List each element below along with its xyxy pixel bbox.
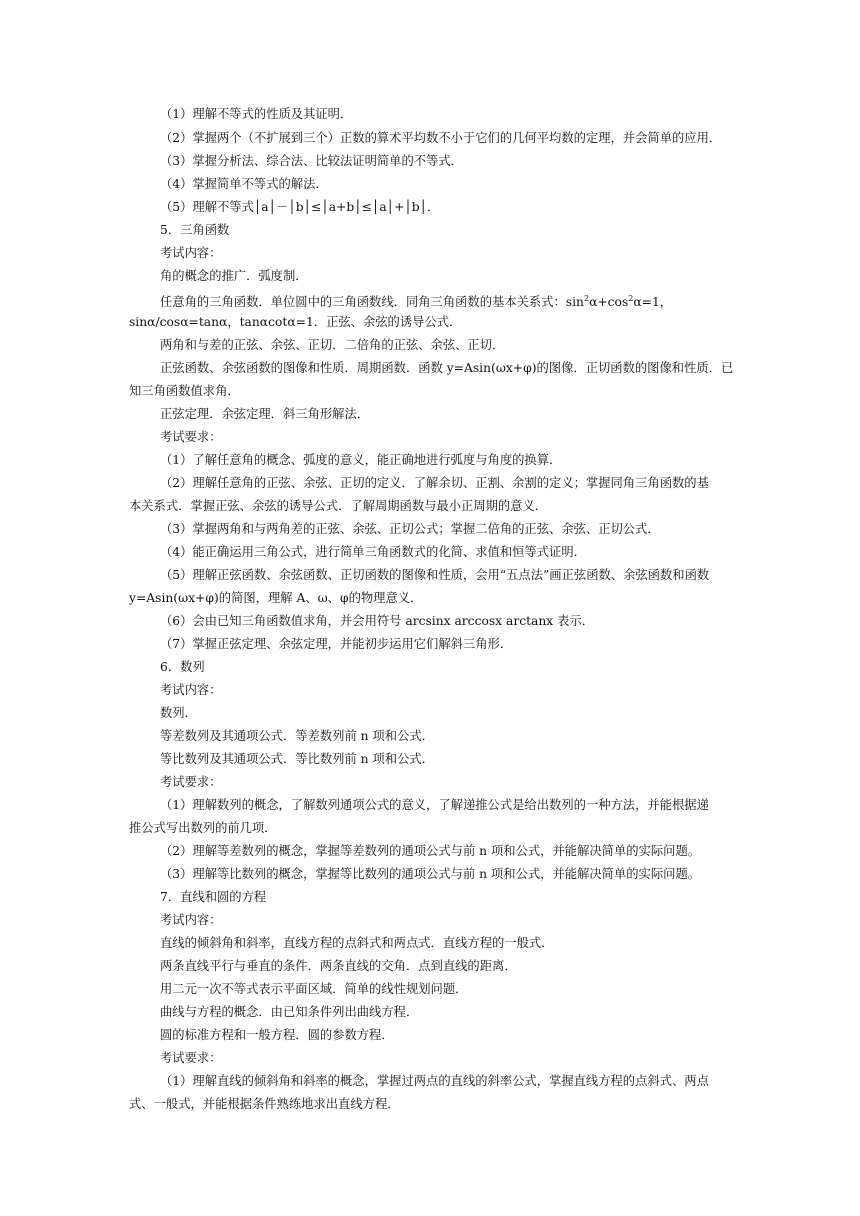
text-line: （2）理解任意角的正弦、余弦、正切的定义．了解余切、正割、余割的定义；掌握同角三角函数的基 [160, 476, 709, 490]
text-line: （5）理解不等式│a│－│b│≤│a+b│≤│a│+│b│． [160, 200, 440, 214]
text-line: 考试内容： [160, 913, 222, 927]
text-line: 等差数列及其通项公式．等差数列前 n 项和公式． [160, 729, 434, 743]
text-line: 考试要求： [160, 1051, 222, 1065]
text-line: 数列． [160, 706, 197, 720]
text-line: 知三角函数值求角． [129, 384, 240, 398]
text-line: 两角和与差的正弦、余弦、正切．二倍角的正弦、余弦、正切． [160, 338, 505, 352]
section-heading: 5．三角函数 [160, 223, 230, 237]
text-line: （4）能正确运用三角公式，进行简单三角函数式的化简、求值和恒等式证明． [160, 545, 586, 559]
text-line: 本关系式．掌握正弦、余弦的诱导公式．了解周期函数与最小正周期的意义． [129, 499, 548, 513]
text-line: 等比数列及其通项公式．等比数列前 n 项和公式． [160, 752, 434, 766]
text-line: sinα/cosα=tanα，tanαcotα=1．正弦、余弦的诱导公式． [129, 315, 462, 329]
text-line: （1）了解任意角的概念、弧度的意义，能正确地进行弧度与角度的换算． [160, 453, 562, 467]
text-line: y=Asin(ωx+φ)的简图，理解 A、ω、φ的物理意义． [129, 591, 423, 605]
text-line: 正弦函数、余弦函数的图像和性质．周期函数．函数 y=Asin(ωx+φ)的图像．正切函数的图像和性质．已 [160, 361, 734, 375]
section-heading: 7．直线和圆的方程 [160, 890, 267, 904]
text-line: （2）掌握两个（不扩展到三个）正数的算术平均数不小于它们的几何平均数的定理，并会简单的应用． [160, 131, 722, 145]
text-line: （3）掌握两角和与两角差的正弦、余弦、正切公式；掌握二倍角的正弦、余弦、正切公式． [160, 522, 660, 536]
text-line: 考试要求： [160, 430, 222, 444]
text-line: 式、一般式，并能根据条件熟练地求出直线方程． [129, 1097, 400, 1111]
text-line: （3）掌握分析法、综合法、比较法证明简单的不等式． [160, 154, 463, 168]
text-line: 正弦定理．余弦定理．斜三角形解法． [160, 407, 370, 421]
text-line: （4）掌握简单不等式的解法． [160, 177, 328, 191]
text-line: 角的概念的推广．弧度制． [160, 269, 308, 283]
text-line: （2）理解等差数列的概念，掌握等差数列的通项公式与前 n 项和公式，并能解决简单的实际问题。 [160, 844, 701, 858]
text-line: （3）理解等比数列的概念，掌握等比数列的通项公式与前 n 项和公式，并能解决简单的实际问题。 [160, 867, 701, 881]
text-line: 曲线与方程的概念．由已知条件列出曲线方程． [160, 1005, 419, 1019]
section-heading: 6．数列 [160, 660, 205, 674]
text-line: 两条直线平行与垂直的条件．两条直线的交角．点到直线的距离． [160, 959, 517, 973]
text-line: 推公式写出数列的前几项． [129, 821, 277, 835]
text-line: （1）理解不等式的性质及其证明． [160, 107, 353, 121]
text-line: （6）会由已知三角函数值求角，并会用符号 arcsinx arccosx arctanx 表示． [160, 614, 595, 628]
text-line: （1）理解直线的倾斜角和斜率的概念，掌握过两点的直线的斜率公式，掌握直线方程的点斜式、两点 [160, 1074, 709, 1088]
text-line: 考试内容： [160, 683, 222, 697]
text-line: （1）理解数列的概念，了解数列通项公式的意义，了解递推公式是给出数列的一种方法，并能根据递 [160, 798, 709, 812]
text-line: 直线的倾斜角和斜率，直线方程的点斜式和两点式．直线方程的一般式． [160, 936, 554, 950]
text-line: 圆的标准方程和一般方程．圆的参数方程． [160, 1028, 394, 1042]
text-line: （5）理解正弦函数、余弦函数、正切函数的图像和性质，会用“五点法”画正弦函数、余弦函数和函数 [160, 568, 710, 582]
text-line: 考试内容： [160, 246, 222, 260]
text-line: 考试要求： [160, 775, 222, 789]
text-line: （7）掌握正弦定理、余弦定理，并能初步运用它们解斜三角形． [160, 637, 513, 651]
text-line: 任意角的三角函数．单位圆中的三角函数线．同角三角函数的基本关系式：$\sin^2\alpha+\cos^2\alpha=1$， [160, 294, 673, 309]
text-line: 用二元一次不等式表示平面区域．简单的线性规划问题． [160, 982, 468, 996]
